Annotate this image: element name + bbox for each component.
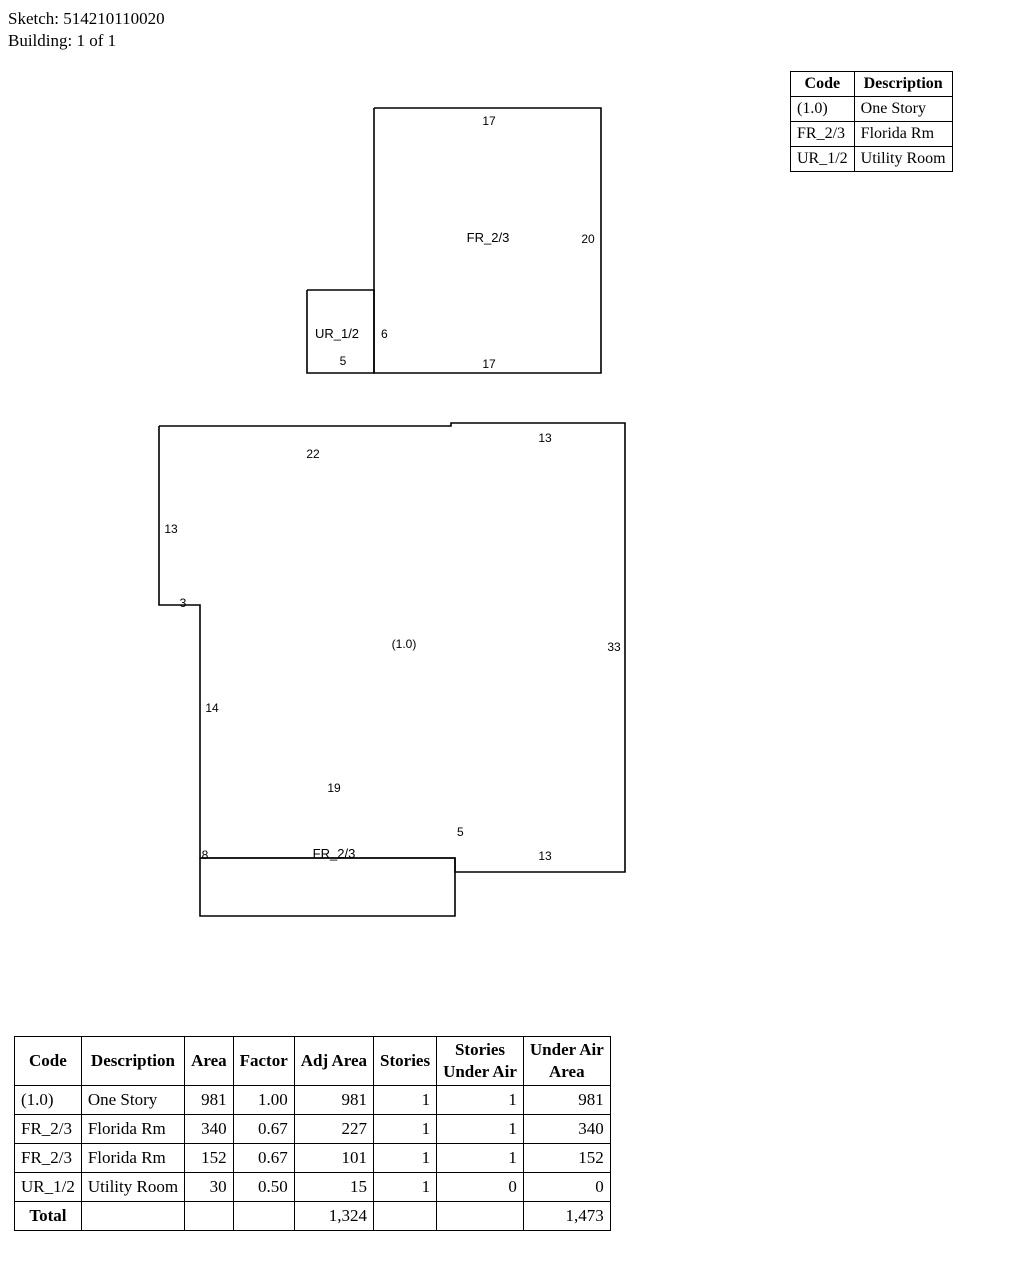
summary-cell-under-air-area: 981 [523, 1086, 610, 1115]
lower-dim-bottom-right: 13 [538, 849, 552, 863]
summary-cell-stories: 1 [374, 1144, 437, 1173]
summary-cell-area: 981 [185, 1086, 234, 1115]
summary-cell-code: FR_2/3 [15, 1144, 82, 1173]
summary-cell-factor: 0.67 [233, 1115, 294, 1144]
summary-header-under-air-area [523, 1037, 610, 1086]
summary-cell-stories-under-air: 1 [437, 1086, 524, 1115]
summary-total-factor [233, 1202, 294, 1231]
table-row [15, 1173, 611, 1202]
summary-total-description [81, 1202, 184, 1231]
legend-header-description: Description [854, 72, 952, 97]
legend-cell-code: UR_1/2 [791, 147, 855, 172]
lower-dim-florida-right: 5 [457, 825, 464, 839]
lower-dim-florida-top: 19 [327, 781, 341, 795]
summary-cell-stories: 1 [374, 1115, 437, 1144]
summary-cell-code: UR_1/2 [15, 1173, 82, 1202]
lower-dim-right: 33 [607, 640, 621, 654]
legend-cell-code: FR_2/3 [791, 122, 855, 147]
legend-cell-description: One Story [854, 97, 952, 122]
summary-total-row [15, 1202, 611, 1231]
summary-cell-adj-area: 15 [294, 1173, 373, 1202]
summary-header-stories-under-air-line2: Under Air [443, 1062, 517, 1081]
lower-dim-notch: 3 [179, 596, 187, 610]
lower-dim-left-upper: 13 [164, 522, 178, 536]
upper-florida-room-label: FR_2/3 [466, 230, 510, 245]
summary-total-label: Total [15, 1202, 82, 1231]
summary-header-stories-under-air-line1: Stories [454, 1040, 506, 1059]
summary-cell-code: FR_2/3 [15, 1115, 82, 1144]
summary-header-row [15, 1037, 611, 1086]
legend-cell-description: Utility Room [854, 147, 952, 172]
lower-main-label: (1.0) [391, 637, 417, 651]
lower-dim-florida-left: 8 [201, 848, 209, 862]
summary-cell-description: Florida Rm [81, 1115, 184, 1144]
lower-dim-top-left: 22 [306, 447, 320, 461]
table-row [15, 1115, 611, 1144]
lower-dim-left-lower: 14 [205, 701, 219, 715]
summary-cell-factor: 0.50 [233, 1173, 294, 1202]
upper-dim-right: 20 [581, 232, 595, 246]
summary-header-area: Area [185, 1037, 234, 1086]
summary-cell-stories: 1 [374, 1173, 437, 1202]
summary-cell-area: 152 [185, 1144, 234, 1173]
summary-cell-under-air-area: 152 [523, 1144, 610, 1173]
table-row [15, 1144, 611, 1173]
summary-cell-factor: 0.67 [233, 1144, 294, 1173]
legend-cell-code: (1.0) [791, 97, 855, 122]
upper-dim-utility-right: 6 [381, 327, 388, 341]
summary-cell-description: One Story [81, 1086, 184, 1115]
summary-header-under-air-area-line2: Area [549, 1062, 585, 1081]
summary-cell-stories-under-air: 1 [437, 1144, 524, 1173]
summary-total-under-air-area: 1,473 [523, 1202, 610, 1231]
summary-total-area [185, 1202, 234, 1231]
summary-cell-code: (1.0) [15, 1086, 82, 1115]
summary-header-adj-area: Adj Area [294, 1037, 373, 1086]
sketch-drawing [0, 60, 1009, 960]
summary-total-stories-under-air [437, 1202, 524, 1231]
lower-florida-room-outline [200, 858, 455, 916]
summary-header-stories-under-air [437, 1037, 524, 1086]
summary-cell-adj-area: 227 [294, 1115, 373, 1144]
lower-dim-top-right: 13 [538, 431, 552, 445]
sketch-id-label: Sketch: 514210110020 [8, 9, 165, 28]
table-row [15, 1086, 611, 1115]
summary-cell-stories-under-air: 1 [437, 1115, 524, 1144]
upper-dim-utility-bottom: 5 [339, 354, 347, 368]
summary-header-description: Description [81, 1037, 184, 1086]
summary-cell-description: Florida Rm [81, 1144, 184, 1173]
summary-cell-area: 30 [185, 1173, 234, 1202]
summary-cell-factor: 1.00 [233, 1086, 294, 1115]
lower-florida-room-label: FR_2/3 [312, 846, 356, 861]
upper-utility-room-label: UR_1/2 [314, 326, 360, 341]
summary-header-under-air-area-line1: Under Air [529, 1040, 604, 1059]
upper-dim-top: 17 [482, 114, 496, 128]
summary-cell-stories: 1 [374, 1086, 437, 1115]
legend-cell-description: Florida Rm [854, 122, 952, 147]
summary-header-code: Code [15, 1037, 82, 1086]
legend-header-code: Code [791, 72, 855, 97]
summary-cell-under-air-area: 0 [523, 1173, 610, 1202]
summary-cell-stories-under-air: 0 [437, 1173, 524, 1202]
summary-total-adj-area: 1,324 [294, 1202, 373, 1231]
sketch-header [8, 8, 165, 52]
summary-header-stories: Stories [374, 1037, 437, 1086]
summary-cell-adj-area: 981 [294, 1086, 373, 1115]
summary-cell-area: 340 [185, 1115, 234, 1144]
summary-cell-adj-area: 101 [294, 1144, 373, 1173]
building-label: Building: 1 of 1 [8, 31, 117, 50]
summary-header-factor: Factor [233, 1037, 294, 1086]
summary-total-stories [374, 1202, 437, 1231]
summary-cell-description: Utility Room [81, 1173, 184, 1202]
upper-dim-bottom: 17 [482, 357, 496, 371]
summary-cell-under-air-area: 340 [523, 1115, 610, 1144]
area-summary-table [14, 1036, 611, 1231]
